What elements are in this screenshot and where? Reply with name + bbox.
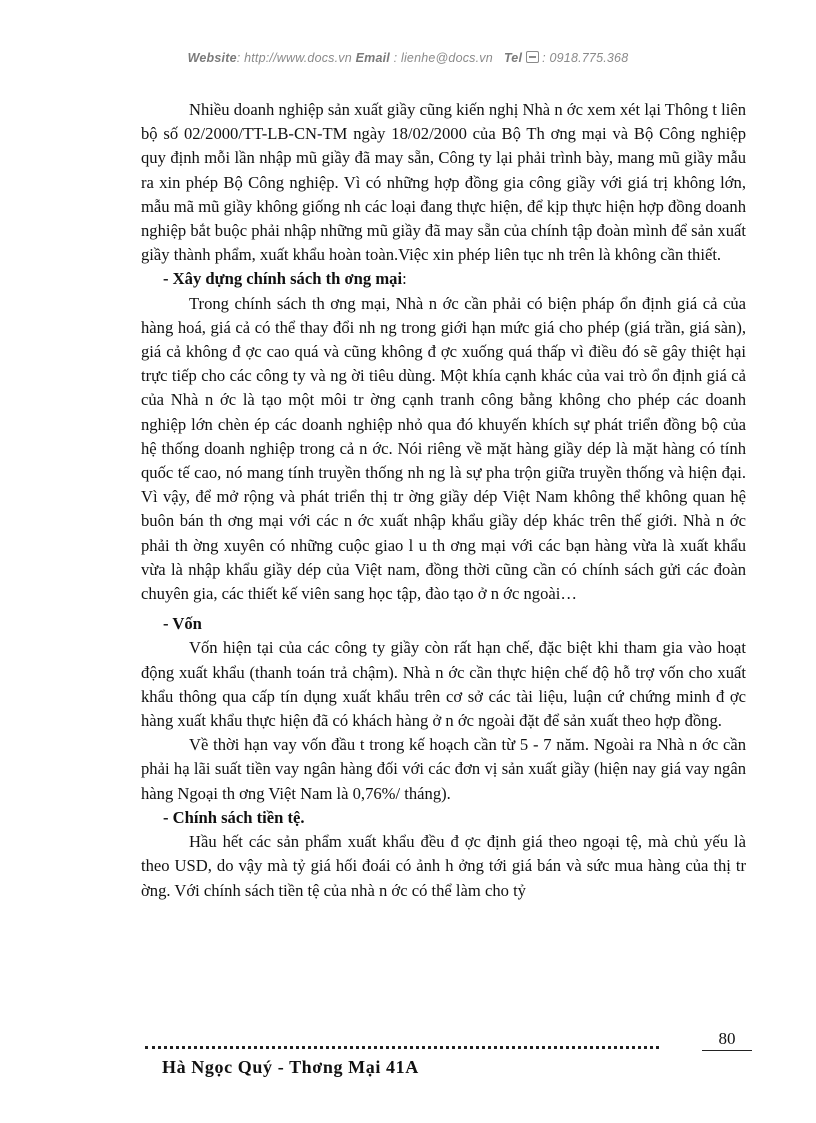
heading-trade-policy (141, 267, 746, 291)
footer-author: Hà Ngọc Quý - Thơng Mại 41A (162, 1057, 419, 1077)
phone-icon (526, 51, 539, 63)
page-number: 80 (718, 1029, 736, 1048)
heading-capital: - Vốn (163, 614, 202, 634)
paragraph-trade-policy: Trong chính sách th ơng mại, Nhà n ớc cần phải có biện pháp ổn định giá cả của hàng hoá, giá cả có thể thay đổi nh ng trong giới hạn mức giá cho phép (giá trần, giá sàn), giá cả không đ ợc cao quá và cũng không đ ợc xuống quá thấp vì điều đó sẽ gây thiệt hại trực tiếp cho các công ty và ng ời tiêu dùng. Một khía cạnh khác của vai trò ổn định giá cả của Nhà n ớc là tạo một môi tr ờng cạnh tranh công bằng không cho phép các doanh nghiệp lớn chèn ép các doanh nghiệp nhỏ qua đó khuyến khích sự phát triển đồng bộ của hệ thống doanh nghiệp trong cả n ớc. Nói riêng về mặt hàng giầy dép là mặt hàng có tính quốc tế cao, nó mang tính truyền thống nh ng là sự pha trộn giữa truyền thống và hiện đại. Vì vậy, để mở rộng và phát triển thị tr ờng giầy dép Việt Nam không thể không quan hệ buôn bán th ơng mại với các n ớc xuất nhập khẩu giầy dép khác trên thế giới. Nhà n ớc phải th ờng xuyên có những cuộc giao l u th ơng mại với các bạn hàng vừa là xuất khẩu vừa là nhập khẩu giầy dép của Việt nam, đồng thời cũng cần có chính sách gửi các đoàn chuyên gia, các thiết kế viên sang học tập, đào tạo ở n ớc ngoài… (141, 293, 746, 604)
email-value[interactable]: : lienhe@docs.vn (389, 51, 493, 65)
website-value[interactable]: : http://www.docs.vn (236, 51, 352, 65)
page-header (0, 51, 816, 65)
tel-value: : 0918.775.368 (542, 51, 629, 65)
page-number-underline (702, 1050, 752, 1051)
heading-trade-policy-colon: : (402, 269, 407, 289)
paragraph-capital: Vốn hiện tại của các công ty giầy còn rất hạn chế, đặc biệt khi tham gia vào hoạt động xuất khẩu (thanh toán trả chậm). Nhà n ớc cần thực hiện chế độ hỗ trợ vốn cho xuất khẩu thông qua cấp tín dụng xuất khẩu trên cơ sở các tài liệu, luận cứ chứng minh đ ợc hàng xuất khẩu thực hiện đã có khách hàng ở n ớc ngoài đặt để sản xuất theo hợp đồng. (141, 638, 746, 731)
website-label: Website (187, 51, 237, 65)
document-body (141, 98, 746, 903)
tel-label: Tel (503, 51, 523, 65)
paragraph-import-regulation: Nhiều doanh nghiệp sản xuất giầy cũng kiến nghị Nhà n ớc xem xét lại Thông t liên bộ số 02/2000/TT-LB-CN-TM ngày 18/02/2000 của Bộ Th ơng mại và Bộ Công nghiệp quy định mỗi lần nhập mũ giầy đã may sẵn, Công ty lại phải trình bày, mang mũ giầy mẫu ra xin phép Bộ Công nghiệp. Vì có những hợp đồng gia công giầy với giá trị không lớn, mẫu mã mũ giầy không giống nh các loại đang thực hiện, để kịp thực hiện hợp đồng doanh nghiệp bắt buộc phải nhập những mũ giầy đã may sẵn của chính tập đoàn mình để sản xuất giầy thành phẩm, xuất khẩu hoàn toàn.Việc xin phép liên tục nh trên là không cần thiết. (141, 100, 746, 265)
heading-monetary-policy: - Chính sách tiền tệ. (163, 807, 305, 827)
paragraph-monetary-policy: Hầu hết các sản phẩm xuất khẩu đều đ ợc định giá theo ngoại tệ, mà chủ yếu là theo USD, do vậy mà tỷ giá hối đoái có ảnh h ởng tới giá bán và sức mua hàng của thị tr ờng. Với chính sách tiền tệ của nhà n ớc có thể làm cho tỷ (141, 832, 746, 900)
heading-trade-policy-text: - Xây dựng chính sách th ơng mại (163, 269, 403, 289)
footer-dotted-rule (145, 1046, 659, 1049)
paragraph-loan-term: Về thời hạn vay vốn đầu t trong kế hoạch cần từ 5 - 7 năm. Ngoài ra Nhà n ớc cần phải hạ lãi suất tiền vay ngân hàng đối với các đơn vị sản xuất giầy (hiện nay giá vay ngân hàng Ngoại th ơng Việt Nam là 0,76%/ tháng). (141, 735, 746, 803)
email-label: Email (355, 51, 390, 65)
